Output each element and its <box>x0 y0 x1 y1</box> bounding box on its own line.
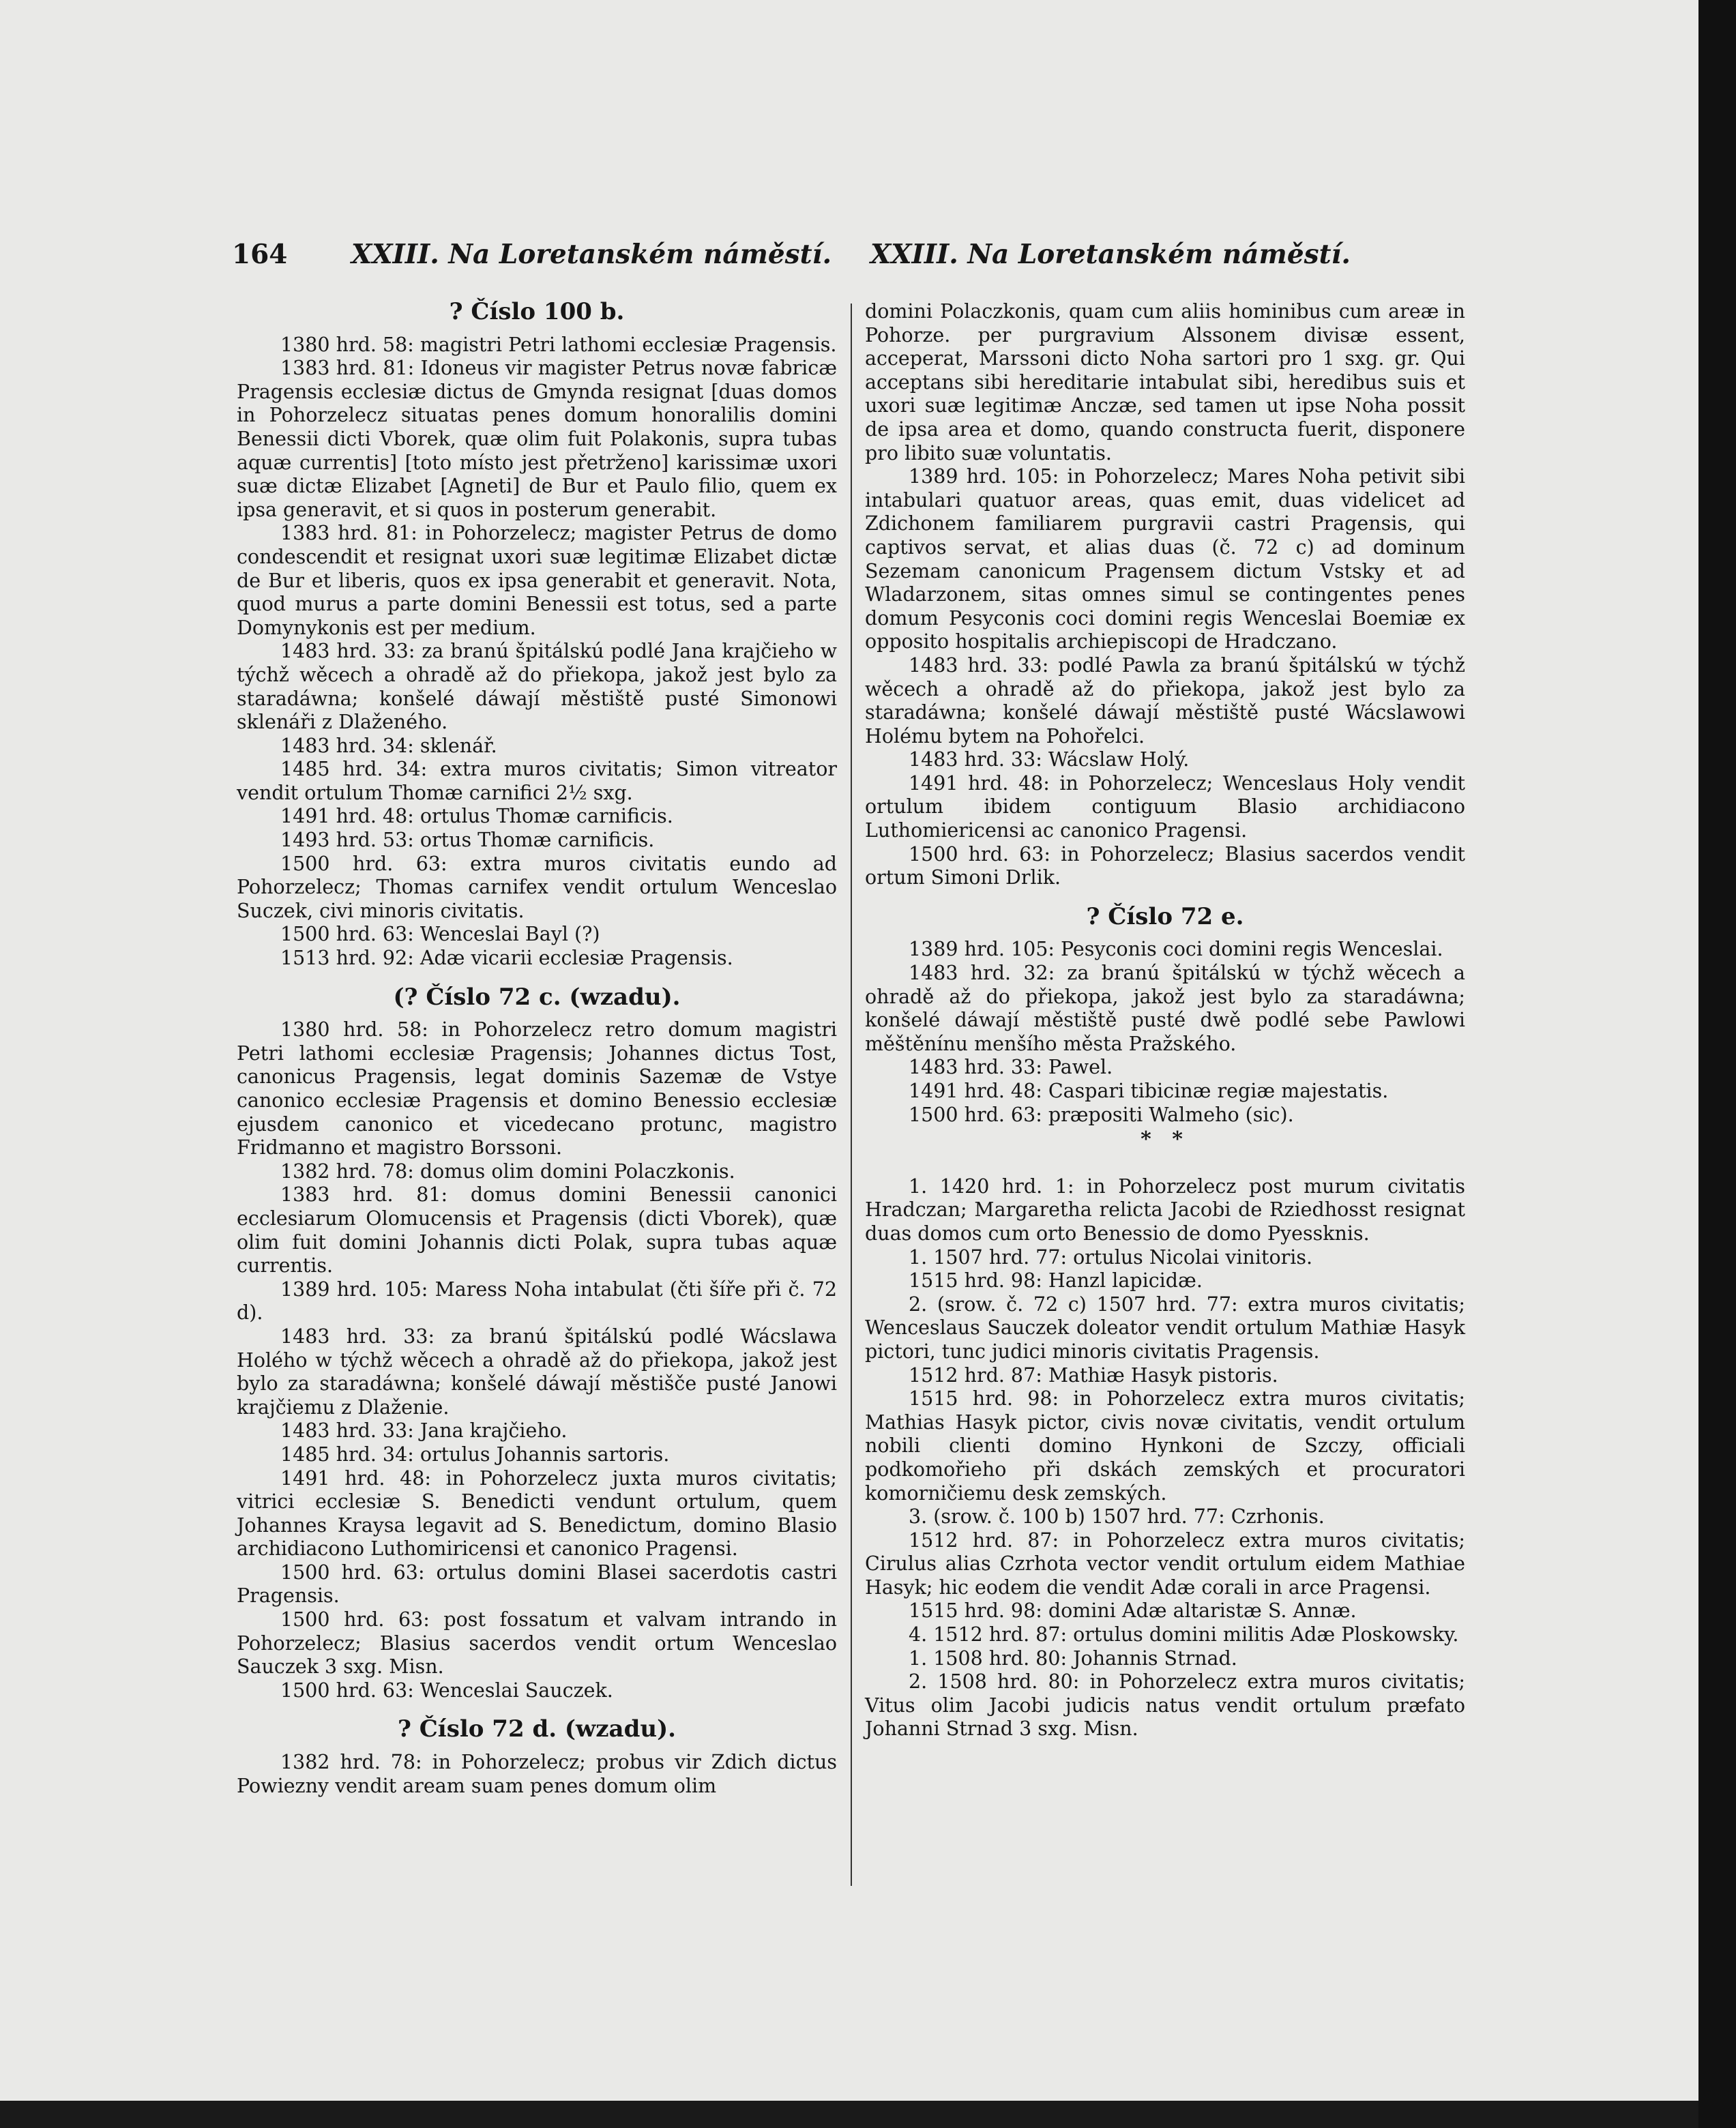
entry-paragraph: 1500 hrd. 63: post fossatum et valvam intrando in Pohorzelecz; Blasius sacerdos vendit ortum Wenceslao Sauczek 3 sxg. Misn. <box>237 1608 837 1679</box>
entry-paragraph: 1483 hrd. 34: sklenář. <box>280 734 497 757</box>
entry-paragraph: 1493 hrd. 53: ortus Thomæ carnificis. <box>280 829 655 852</box>
entry-paragraph: 1380 hrd. 58: in Pohorzelecz retro domum magistri Petri lathomi ecclesiæ Pragensis; Johannes dictus Tost, canonicus Pragensis, legat dominis Sazemæ de Vstye canonico ecclesiæ Pragensis et domino Benessio ecclesiæ ejusdem canonico et vicedecano protunc, magistro Fridmanno et magistro Borssoni. <box>237 1018 837 1159</box>
entry-paragraph: 1500 hrd. 63: Wenceslai Sauczek. <box>280 1679 613 1702</box>
entry-paragraph: 1483 hrd. 33: Jana krajčieho. <box>280 1419 568 1443</box>
right-running-title: XXIII. Na Loretanském náměstí. <box>870 239 1351 270</box>
entry-paragraph: 1389 hrd. 105: in Pohorzelecz; Mares Noha petivit sibi intabulari quatuor areas, quas emit, duas videlicet ad Zdichonem familiarem purgravii castri Pragensis, qui captivos servat, et alias duas (č. 72 c) ad dominum Sezemam canonicum Pragensem dictum Vstsky et ad Wladarzonem, sitas omnes simul se contingentes penes domum Pesyconis coci domini regis Wenceslai Boemiæ ex opposito hospitalis archiepiscopi de Hradczano. <box>865 465 1465 653</box>
entry-paragraph: 1491 hrd. 48: ortulus Thomæ carnificis. <box>280 805 673 828</box>
section-heading: ? Číslo 72 e. <box>1086 902 1244 930</box>
entry-paragraph: 1382 hrd. 78: in Pohorzelecz; probus vir Zdich dictus Powiezny vendit aream suam penes domum olim <box>237 1751 837 1797</box>
entry-paragraph: 1483 hrd. 33: za branú špitálskú podlé Wácslawa Holého w týchž wěcech a ohradě až do přiekopa, jakož jest bylo za staradáwna; konšelé dáwají městišče pusté Janowi krajčiemu z Dlaženie. <box>237 1325 837 1419</box>
entry-paragraph: 1483 hrd. 33: podlé Pawla za branú špitálskú w týchž wěcech a ohradě až do přiekopa, jakož jest bylo za staradáwna; konšelé dáwají městiště pusté Wácslawowi Holému bytem na Pohořelci. <box>865 653 1465 748</box>
section-heading: ? Číslo 100 b. <box>449 298 625 325</box>
entry-paragraph: 1383 hrd. 81: Idoneus vir magister Petrus novæ fabricæ Pragensis ecclesiæ dictus de Gmynda resignat [duas domos in Pohorzelecz situatas penes domum honoralilis domini Benessii dicti Vborek, quæ olim fuit Polakonis, supra tubas aquæ currentis] [toto místo jest přetrženo] karissimæ uxori suæ dictæ Elizabet [Agneti] de Bur et Paulo filio, quem ex ipsa generavit, et si quos in posterum generabit. <box>237 357 837 521</box>
section-separator: * * <box>1141 1127 1190 1152</box>
entry-paragraph: 1485 hrd. 34: ortulus Johannis sartoris. <box>280 1443 670 1466</box>
continued-entry: domini Polaczkonis, quam cum aliis hominibus cum areæ in Pohorze. per purgravium Alssonem divisæ essent, acceperat, Marssoni dicto Noha sartori pro 1 sxg. gr. Qui acceptans sibi hereditarie intabulat sibi, heredibus suis et uxori suæ legitimæ Anczæ, sed tamen ut ipse Noha possit de ipsa area et domo, quando constructa fuerit, disponere pro libito suæ voluntatis. <box>865 300 1465 464</box>
entry-list <box>237 1018 837 1702</box>
entry-paragraph: 1483 hrd. 32: za branú špitálskú w týchž wěcech a ohradě až do přiekopa, jakož jest bylo za staradáwna; konšelé dáwají městiště pusté dwě podlé sebe Pawlowi měštěnínu menšího města Pražského. <box>865 962 1465 1055</box>
entry-paragraph: 1491 hrd. 48: in Pohorzelecz; Wenceslaus Holy vendit ortulum ibidem contiguum Blasio archidiacono Luthomiericensi ac canonico Pragensi. <box>865 771 1465 842</box>
entry-paragraph: 1483 hrd. 33: Wácslaw Holý. <box>909 748 1190 771</box>
entry-list <box>865 1175 1465 1741</box>
entry-paragraph: 1. 1420 hrd. 1: in Pohorzelecz post murum civitatis Hradczan; Margaretha relicta Jacobi de Rziedhosst resignat duas domos cum orto Benessio de domo Pyessknis. <box>865 1174 1465 1245</box>
entry-paragraph: 1383 hrd. 81: domus domini Benessii canonici ecclesiarum Olomucensis et Pragensis (dicti Vborek), quæ olim fuit domini Johannis dicti Polak, supra tubas aquæ currentis. <box>237 1183 837 1277</box>
left-running-title: XXIII. Na Loretanském náměstí. <box>351 239 832 270</box>
entry-paragraph: 1483 hrd. 33: za branú špitálskú podlé Jana krajčieho w týchž wěcech a ohradě až do přiekopa, jakož jest bylo za staradáwna; konšelé dáwají městiště pusté Simonowi sklenáři z Dlaženého. <box>237 640 837 734</box>
entry-paragraph: 1513 hrd. 92: Adæ vicarii ecclesiæ Pragensis. <box>280 947 733 970</box>
running-header <box>232 239 1351 273</box>
entry-paragraph: 1389 hrd. 105: Maress Noha intabulat (čti šíře při č. 72 d). <box>237 1277 837 1325</box>
entry-paragraph: 2. (srow. č. 72 c) 1507 hrd. 77: extra muros civitatis; Wenceslaus Sauczek doleator vendit ortulum Mathiæ Hasyk pictori, tunc judici minoris civitatis Pragensis. <box>865 1292 1465 1363</box>
entry-paragraph: 1382 hrd. 78: domus olim domini Polaczkonis. <box>280 1159 735 1183</box>
entry-paragraph: 1515 hrd. 98: Hanzl lapicidæ. <box>909 1269 1203 1292</box>
entry-paragraph: 1500 hrd. 63: Wenceslai Bayl (?) <box>280 923 600 946</box>
entry-paragraph: 1500 hrd. 63: in Pohorzelecz; Blasius sacerdos vendit ortum Simoni Drlik. <box>865 842 1465 889</box>
column-divider <box>851 304 852 1886</box>
entry-paragraph: 1500 hrd. 63: præpositi Walmeho (sic). <box>909 1103 1294 1126</box>
entry-paragraph: 1483 hrd. 33: Pawel. <box>909 1056 1113 1079</box>
entry-paragraph: 1512 hrd. 87: in Pohorzelecz extra muros civitatis; Cirulus alias Czrhota vector vendit ortulum eidem Mathiae Hasyk; hic eodem die vendit Adæ corali in arce Pragensi. <box>865 1528 1465 1599</box>
right-column <box>865 300 1465 1741</box>
entry-paragraph: 1515 hrd. 98: domini Adæ altaristæ S. Annæ. <box>909 1599 1357 1623</box>
section-heading: (? Číslo 72 c. (wzadu). <box>393 983 681 1011</box>
entry-paragraph: 1485 hrd. 34: extra muros civitatis; Simon vitreator vendit ortulum Thomæ carnifici 2½ sxg. <box>237 758 837 804</box>
entry-paragraph: 1389 hrd. 105: Pesyconis coci domini regis Wenceslai. <box>909 938 1443 961</box>
entry-paragraph: 1. 1507 hrd. 77: ortulus Nicolai vinitoris. <box>909 1245 1313 1269</box>
section-heading: ? Číslo 72 d. (wzadu). <box>397 1715 677 1743</box>
scan-edge <box>1698 0 1736 2128</box>
entry-paragraph: 2. 1508 hrd. 80: in Pohorzelecz extra muros civitatis; Vitus olim Jacobi judicis natus vendit ortulum præfato Johanni Strnad 3 sxg. Misn. <box>865 1670 1465 1741</box>
entry-paragraph: 1491 hrd. 48: Caspari tibicinæ regiæ majestatis. <box>909 1080 1389 1102</box>
entry-list <box>237 334 837 971</box>
entry-paragraph: 1515 hrd. 98: in Pohorzelecz extra muros civitatis; Mathias Hasyk pictor, civis novæ civitatis, vendit ortulum nobili clienti domino Hynkoni de Szczy, officiali podkomořieho při dskách zemských et procuratori komorničiemu desk zemských. <box>865 1387 1465 1505</box>
entry-list <box>237 1751 837 1798</box>
entry-paragraph: 1491 hrd. 48: in Pohorzelecz juxta muros civitatis; vitrici ecclesiæ S. Benedicti vendunt ortulum, quem Johannes Kraysa legavit ad S. Benedictum, domino Blasio archidiacono Luthomiricensi et canonico Pragensi. <box>237 1466 837 1561</box>
left-column <box>237 300 837 1798</box>
entry-list <box>865 465 1465 890</box>
entry-paragraph: 1500 hrd. 63: ortulus domini Blasei sacerdotis castri Pragensis. <box>237 1561 837 1608</box>
entry-paragraph: 4. 1512 hrd. 87: ortulus domini militis Adæ Ploskowsky. <box>909 1623 1459 1646</box>
entry-paragraph: 1383 hrd. 81: in Pohorzelecz; magister Petrus de domo condescendit et resignat uxori suæ legitimæ Elizabet dictæ de Bur et liberis, quos ex ipsa generabit et generavit. Nota, quod murus a parte domini Benessii est totus, sed a parte Domynykonis est per medium. <box>237 522 837 639</box>
entry-paragraph: 1512 hrd. 87: Mathiæ Hasyk pistoris. <box>909 1363 1278 1387</box>
entry-paragraph: 3. (srow. č. 100 b) 1507 hrd. 77: Czrhonis. <box>909 1505 1325 1528</box>
entry-list <box>865 938 1465 1127</box>
entry-paragraph: 1500 hrd. 63: extra muros civitatis eundo ad Pohorzelecz; Thomas carnifex vendit ortulum Wenceslao Suczek, civi minoris civitatis. <box>237 852 837 922</box>
entry-paragraph: 1. 1508 hrd. 80: Johannis Strnad. <box>909 1646 1237 1670</box>
page-number: 164 <box>232 239 288 270</box>
entry-paragraph: 1380 hrd. 58: magistri Petri lathomi ecclesiæ Pragensis. <box>280 333 837 356</box>
